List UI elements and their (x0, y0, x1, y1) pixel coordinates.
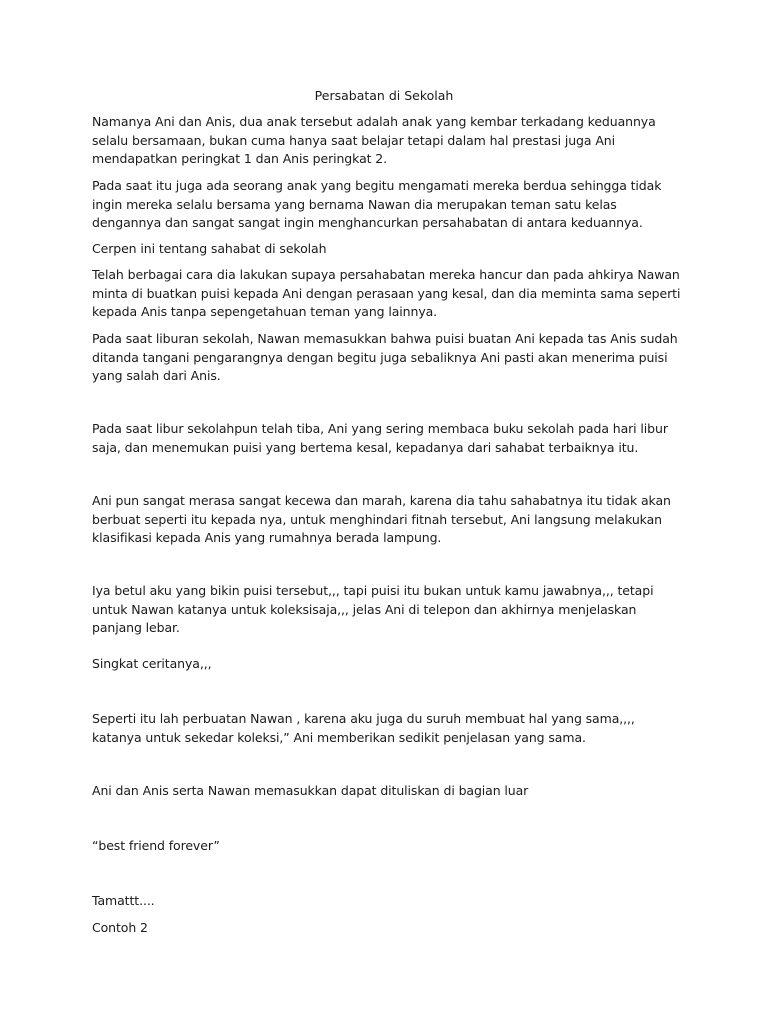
paragraph-1: Namanya Ani dan Anis, dua anak tersebut adalah anak yang kembar terkadang keduannya selalu bersamaan, bukan cuma hanya saat belajar tetapi dalam hal prestasi juga Ani mendapatkan peringkat 1 dan Anis peringkat 2. (92, 114, 656, 166)
paragraph-9: Singkat ceritanya,,, (92, 656, 212, 671)
paragraph-6: Pada saat libur sekolahpun telah tiba, Ani yang sering membaca buku sekolah pada hari libur saja, dan menemukan puisi yang bertema kesal, kepadanya dari sahabat terbaiknya itu. (92, 421, 668, 455)
paragraph-10: Seperti itu lah perbuatan Nawan , karena aku juga du suruh membuat hal yang sama,,,, katanya untuk sekedar koleksi,” Ani memberikan sedikit penjelasan yang sama. (92, 711, 635, 745)
paragraph-12: “best friend forever” (92, 838, 220, 853)
paragraph-2: Pada saat itu juga ada seorang anak yang begitu mengamati mereka berdua sehingga tidak ingin mereka selalu bersama yang bernama Nawan dia merupakan teman satu kelas dengannya dan sangat sangat ingin menghancurkan persahabatan di antara keduannya. (92, 178, 662, 230)
paragraph-11: Ani dan Anis serta Nawan memasukkan dapat dituliskan di bagian luar (92, 783, 529, 798)
paragraph-8: Iya betul aku yang bikin puisi tersebut,,, tapi puisi itu bukan untuk kamu jawabnya,,, tetapi untuk Nawan katanya untuk koleksisaja,,, jelas Ani di telepon dan akhirnya menjelaskan panjang lebar. (92, 583, 654, 635)
paragraph-4: Telah berbagai cara dia lakukan supaya persahabatan mereka hancur dan pada ahkirya Nawan minta di buatkan puisi kepada Ani dengan perasaan yang kesal, dan dia meminta sama seperti kepada Anis tanpa sepengetahuan teman yang lainnya. (92, 267, 681, 319)
paragraph-14: Contoh 2 (92, 920, 148, 935)
paragraph-3: Cerpen ini tentang sahabat di sekolah (92, 241, 327, 256)
paragraph-5: Pada saat liburan sekolah, Nawan memasukkan bahwa puisi buatan Ani kepada tas Anis sudah ditanda tangani pengarangnya dengan begitu juga sebaliknya Ani pasti akan menerima puisi yang salah dari Anis. (92, 331, 678, 383)
paragraph-13: Tamattt.... (92, 893, 155, 908)
document-title: Persabatan di Sekolah (314, 88, 454, 103)
paragraph-7: Ani pun sangat merasa sangat kecewa dan marah, karena dia tahu sahabatnya itu tidak akan berbuat seperti itu kepada nya, untuk menghindari fitnah tersebut, Ani langsung melakukan klasifikasi kepada Anis yang rumahnya berada lampung. (92, 493, 671, 545)
